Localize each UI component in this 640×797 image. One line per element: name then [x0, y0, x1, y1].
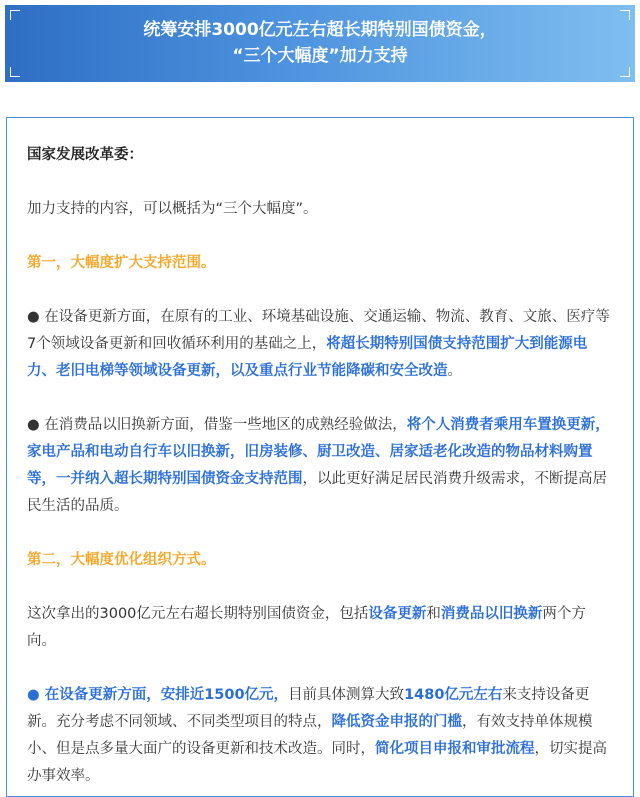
- text: 在设备更新方面，在原有的工业、环境基础设施、交通运输、物流、教育、文旅、医疗等7个领域设备更新和回收循环利用的基础之上，: [27, 309, 610, 352]
- highlight-text: 降低资金申报的门槛: [331, 714, 462, 730]
- highlight-text: 1480亿元左右: [404, 687, 503, 703]
- text: 在消费品以旧换新方面，借鉴一些地区的成熟经验做法，: [39, 417, 407, 433]
- section-2-title: 第二，大幅度优化组织方式。: [27, 552, 216, 568]
- title-line-2: “三个大幅度”加力支持: [232, 46, 408, 66]
- source-org: 国家发展改革委：: [27, 147, 143, 163]
- text: ，切实提高办事效率。: [27, 741, 607, 784]
- text: 和: [426, 606, 441, 622]
- highlight-text: 将个人消费者乘用车置换更新，家电产品和电动自行车以旧换新，旧房装修、厨卫改造、居家适老化改造的物品材料购置等，一并纳入超长期特别国债资金支持范围: [27, 417, 610, 487]
- highlight-text: 在设备更新方面，安排近1500亿元，: [39, 687, 289, 703]
- bullet-marker: ●: [27, 417, 40, 433]
- text: 来支持设备更新。充分考虑不同领域、不同类型项目的特点，: [27, 687, 590, 730]
- paragraph-consumer-goods: [27, 412, 613, 520]
- corner-decoration: [10, 10, 20, 20]
- corner-decoration: [620, 67, 630, 77]
- highlight-text: 简化项目申报和审批流程: [375, 741, 535, 757]
- title-banner: [5, 5, 635, 82]
- highlight-text: 设备更新: [368, 606, 427, 622]
- paragraph-fund-directions: [27, 601, 613, 655]
- intro-paragraph: 加力支持的内容，可以概括为“三个大幅度”。: [27, 201, 318, 217]
- bullet-marker: ●: [27, 687, 40, 703]
- paragraph-equipment-funding: [27, 682, 613, 790]
- highlight-text: 将超长期特别国债支持范围扩大到能源电力、老旧电梯等领域设备更新，以及重点行业节能降碳和安全改造: [27, 336, 588, 379]
- corner-decoration: [10, 67, 20, 77]
- corner-decoration: [620, 10, 630, 20]
- title-line-1: 统筹安排3000亿元左右超长期特别国债资金，: [143, 20, 497, 40]
- text: 目前具体测算大致: [288, 687, 405, 703]
- text: 两个方向。: [27, 606, 586, 649]
- text: 这次拿出的3000亿元左右超长期特别国债资金，包括: [27, 606, 369, 622]
- bullet-marker: ●: [27, 309, 40, 325]
- section-1-title: 第一，大幅度扩大支持范围。: [27, 255, 216, 271]
- text: 。: [447, 363, 462, 379]
- content-card: [6, 117, 634, 797]
- text: ，有效支持单体规模小、但是点多量大面广的设备更新和技术改造。同时，: [27, 714, 593, 757]
- text: ，以此更好满足居民消费升级需求，不断提高居民生活的品质。: [27, 471, 607, 514]
- highlight-text: 消费品以旧换新: [440, 606, 543, 622]
- paragraph-equipment-scope: [27, 304, 613, 385]
